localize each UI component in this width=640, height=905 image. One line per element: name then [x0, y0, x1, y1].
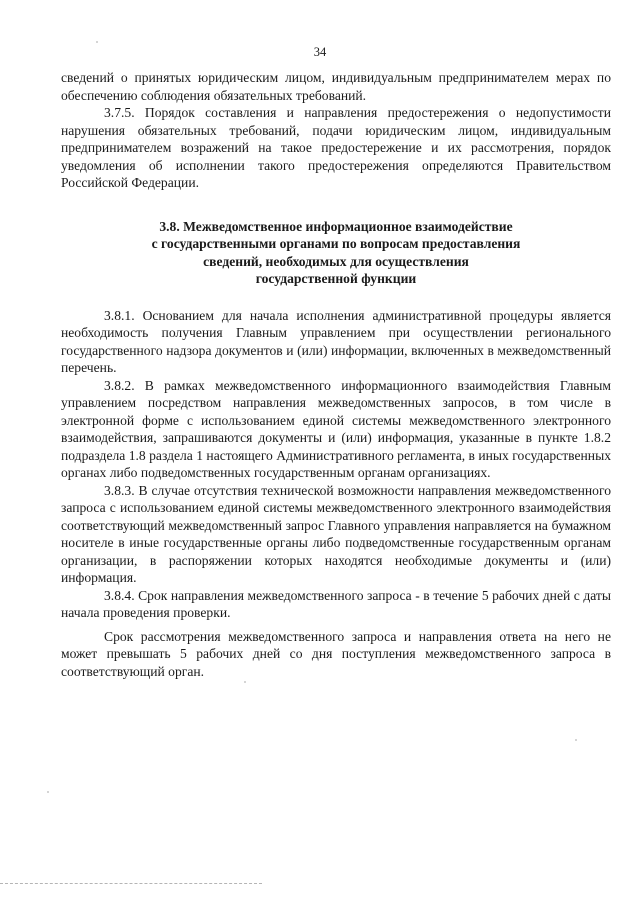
- section-heading-line: с государственными органами по вопросам предоставления: [151, 236, 521, 251]
- scan-speck: [96, 41, 98, 43]
- section-heading-line: 3.8. Межведомственное информационное взаимодействие: [159, 218, 513, 234]
- paragraph-3-7-5: 3.7.5. Порядок составления и направления предостережения о недопустимости нарушения обязательных требований, подачи юридическим лицом, индивидуальным предпринимателем возражений на такое предостережение и их рассмотрения, порядок уведомления об исполнении такого предостережения определяются Правительством Российской Федерации.: [61, 105, 611, 190]
- scan-speck: [244, 681, 246, 683]
- page-number: 34: [313, 45, 327, 59]
- scan-speck: [47, 791, 49, 793]
- paragraph-review-term: Срок рассмотрения межведомственного запроса и направления ответа на него не может превышать 5 рабочих дней со дня поступления межведомственного запроса в соответствующий орган.: [61, 628, 611, 679]
- paragraph-3-8-3: 3.8.3. В случае отсутствия технической возможности направления межведомственного запроса с использованием единой системы межведомственного электронного взаимодействия соответствующий межведомственный запрос Главного управления направляется на бумажном носителе в иные государственные органы либо подведомственные государственным органам организации, в распоряжении которых находятся необходимые документы и (или) информация.: [61, 482, 611, 585]
- section-heading-3-8: [61, 218, 611, 288]
- bottom-scan-line: [0, 883, 262, 884]
- scan-speck: [575, 739, 577, 741]
- paragraph-3-8-1: 3.8.1. Основанием для начала исполнения административной процедуры является необходимость получения Главным управлением при осуществлении регионального государственного надзора документов и (или) информации, включенных в межведомственный перечень.: [61, 307, 611, 375]
- page-content: [61, 69, 611, 680]
- paragraph-3-8-2: 3.8.2. В рамках межведомственного информационного взаимодействия Главным управлением посредством направления межведомственных запросов, в том числе в электронной форме с использованием единой системы межведомственного электронного взаимодействия, запрашиваются документы и (или) информация, указанные в пункте 1.8.2 подраздела 1.8 раздела 1 настоящего Административного регламента, в иных государственных органах либо подведомственных государственным органам организациях.: [61, 377, 611, 480]
- section-heading-line: государственной функции: [255, 271, 417, 286]
- paragraph-3-8-4: 3.8.4. Срок направления межведомственного запроса - в течение 5 рабочих дней с даты начала проведения проверки.: [61, 587, 611, 620]
- section-heading-line: сведений, необходимых для осуществления: [203, 253, 469, 269]
- paragraph-continuation: сведений о принятых юридическим лицом, индивидуальным предпринимателем мерах по обеспечению соблюдения обязательных требований.: [61, 70, 611, 103]
